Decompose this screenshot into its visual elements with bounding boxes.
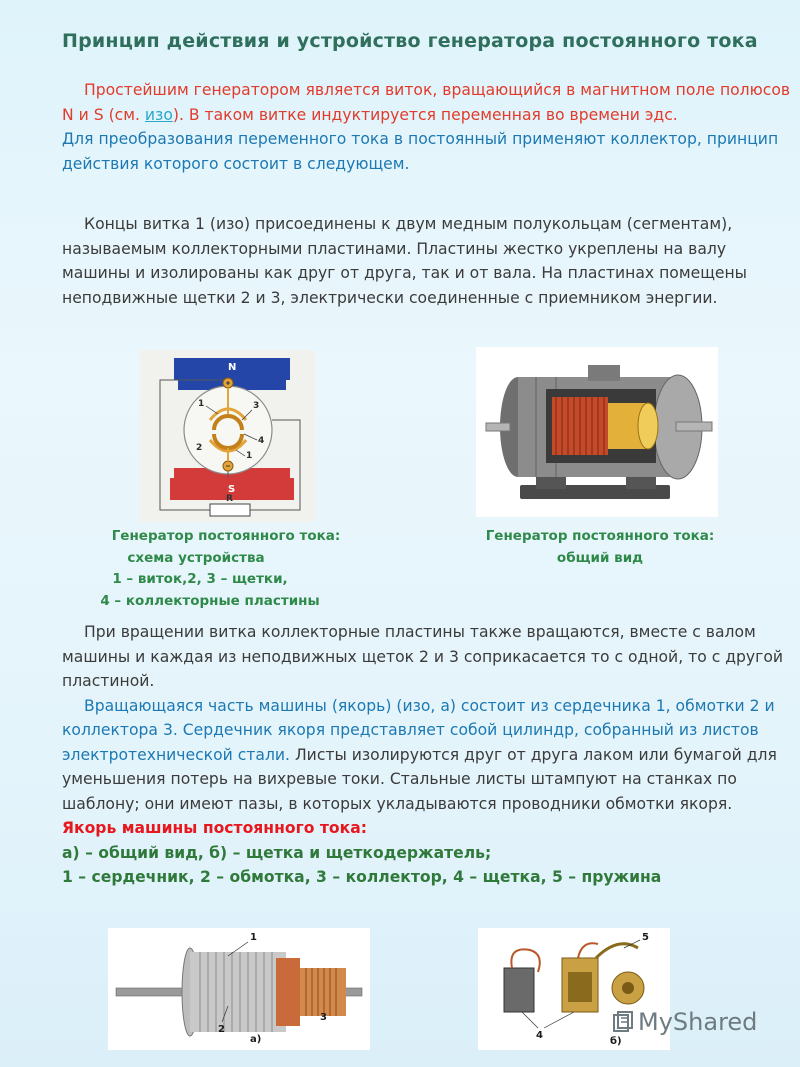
label-3: 3	[253, 401, 260, 411]
armature-label-2: 2	[218, 1024, 225, 1035]
label-1-top: 1	[198, 399, 205, 409]
legend-line-1: а) – общий вид, б) – щетка и щеткодержатель;	[62, 843, 492, 862]
overview-caption	[450, 526, 750, 569]
rotation-text: При вращении витка коллекторные пластины также вращаются, вместе с валом машины и каждая из неподвижных щеток 2 и 3 соприкасается то с одной, то с другой пластиной.	[62, 623, 783, 690]
generator-schematic-figure	[140, 350, 315, 522]
intro-text-before-link: Простейшим генератором является виток, вращающийся в магнитном поле полюсов N и S (см.	[62, 81, 791, 124]
label-4: 4	[258, 436, 265, 446]
s-pole-label: S	[228, 484, 236, 495]
legend-line-2: 1 – сердечник, 2 – обмотка, 3 – коллектор, 4 – щетка, 5 – пружина	[62, 868, 662, 886]
brush-label-b: б)	[610, 1036, 622, 1047]
page-title: Принцип действия и устройство генератора постоянного тока	[62, 30, 758, 52]
overview-caption-line-2: общий вид	[556, 549, 644, 566]
label-1-bottom: 1	[246, 451, 253, 461]
schematic-caption-line-3: 1 – виток,2, 3 – щетки,	[112, 571, 288, 587]
intro-text-after-link: ). В таком витке индуктируется переменная во времени эдс.	[172, 105, 678, 124]
schematic-caption-line-1: Генератор постоянного тока:	[111, 528, 341, 544]
overview-caption-line-1: Генератор постоянного тока:	[485, 528, 715, 544]
armature-illustration	[108, 928, 370, 1050]
generator-schematic-diagram	[140, 350, 315, 522]
armature-dark-text: Листы изолируются друг от друга лаком или бумагой для уменьшения потерь на вихревые токи. Стальные листы штампуют на станках по шаблону; они имеют пазы, в которых укладываются проводники обмотки якоря.	[62, 745, 777, 813]
schematic-caption	[76, 526, 376, 612]
armature-label-a: а)	[250, 1034, 262, 1045]
schematic-caption-line-4: 4 – коллекторные пластины	[100, 592, 320, 609]
brush-label-5: 5	[642, 932, 649, 943]
n-pole-label: N	[228, 362, 237, 373]
resistor-label: R	[226, 494, 233, 504]
armature-figure	[108, 928, 370, 1050]
myshared-watermark	[612, 1008, 757, 1036]
collector-intro-text: Для преобразования переменного тока в постоянный применяют коллектор, принцип действия которого состоит в следующем.	[62, 130, 779, 173]
watermark-logo-icon	[612, 1011, 634, 1033]
armature-label-1: 1	[250, 932, 257, 943]
armature-blue-text: Вращающаяся часть машины (якорь) (изо, а) состоит из сердечника 1, обмотки 2 и коллектора 3. Сердечник якоря представляет собой цилиндр, собранный из листов электротехнической стали.	[62, 696, 775, 764]
schematic-caption-line-2: схема устройства	[127, 549, 265, 566]
brush-label-4: 4	[536, 1030, 543, 1041]
intro-paragraph	[62, 78, 792, 176]
armature-label-3: 3	[320, 1012, 327, 1023]
image-link[interactable]: изо	[144, 105, 173, 124]
watermark-text: MyShared	[638, 1008, 758, 1036]
armature-heading: Якорь машины постоянного тока:	[62, 819, 367, 837]
collector-description-paragraph	[62, 212, 792, 310]
generator-overview-figure	[476, 347, 718, 517]
collector-description-text: Концы витка 1 (изо) присоединены к двум медным полукольцам (сегментам), называемым коллекторными пластинами. Пластины жестко укреплены на валу машины и изолированы как друг от друга, так и от вала. На пластинах помещены неподвижные щетки 2 и 3, электрически соединенные с приемником энергии.	[62, 215, 747, 307]
generator-cutaway-illustration	[476, 347, 718, 517]
rotation-paragraph	[62, 620, 792, 890]
label-2: 2	[196, 443, 203, 453]
